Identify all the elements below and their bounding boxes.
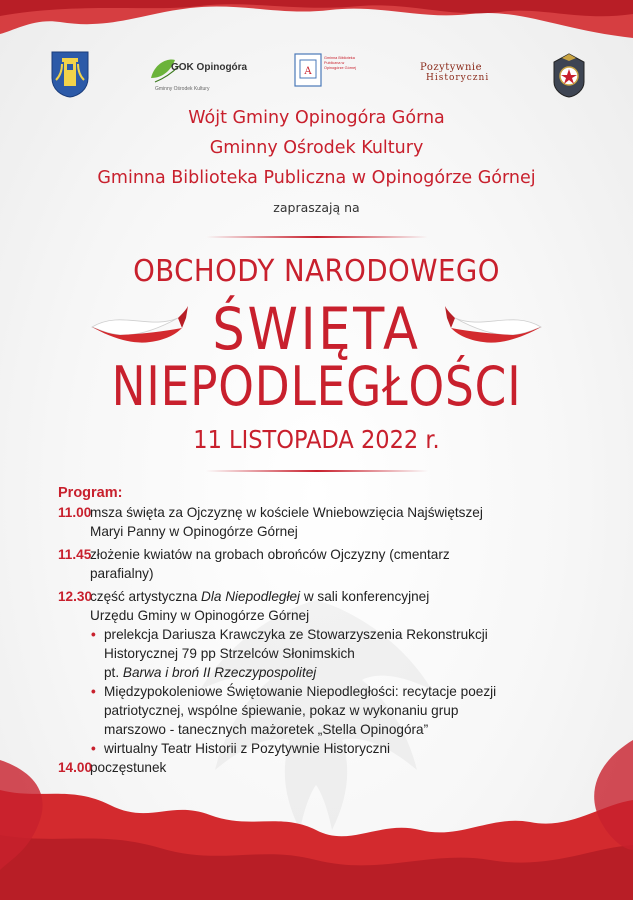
program-line: złożenie kwiatów na grobach obrońców Ojczyzny (cmentarz bbox=[90, 547, 450, 562]
program-bullet bbox=[58, 625, 598, 682]
program-text bbox=[90, 587, 598, 625]
svg-text:A: A bbox=[304, 66, 312, 77]
program-line: poczęstunek bbox=[90, 760, 167, 775]
title-line-3: NIEPODLEGŁOŚCI bbox=[111, 355, 522, 418]
logos-row bbox=[0, 48, 633, 108]
program-italic-title: Dla Niepodległej bbox=[201, 589, 301, 604]
bullet-line: pt. bbox=[104, 665, 123, 680]
program-line: w sali konferencyjnej bbox=[300, 589, 430, 604]
title-line-1: OBCHODY NARODOWEGO bbox=[133, 254, 500, 289]
gok-logo bbox=[145, 52, 248, 98]
organizer-wojt: Wójt Gminy Opinogóra Górna bbox=[188, 108, 445, 128]
program-item bbox=[58, 545, 598, 583]
pozytywnie-line1: Pozytywnie bbox=[420, 62, 483, 73]
program-text bbox=[90, 503, 598, 541]
library-logo bbox=[294, 52, 364, 96]
program-heading: Program: bbox=[58, 485, 123, 501]
bullet-line: wirtualny Teatr Historii z Pozytywnie Historyczni bbox=[104, 741, 391, 756]
program-text bbox=[90, 545, 598, 583]
title-line-2: ŚWIĘTA bbox=[212, 295, 421, 363]
program-text bbox=[90, 758, 598, 777]
program-line: Urzędu Gminy w Opinogórze Górnej bbox=[90, 608, 310, 623]
program-item bbox=[58, 503, 598, 541]
bullet-italic-title: Barwa i broń II Rzeczypospolitej bbox=[122, 665, 317, 680]
bullet-line: patriotycznej, wspólne śpiewanie, pokaz w wykonaniu grup bbox=[104, 703, 459, 718]
organizer-gok: Gminny Ośrodek Kultury bbox=[209, 138, 424, 158]
program-item bbox=[58, 758, 598, 777]
invite-text: zapraszają na bbox=[273, 200, 360, 215]
bullet-line: prelekcja Dariusza Krawczyka ze Stowarzyszenia Rekonstrukcji bbox=[104, 627, 488, 642]
program-time: 11.45 bbox=[58, 547, 92, 562]
library-book-icon bbox=[294, 52, 322, 88]
pozytywnie-line2: Historyczni bbox=[426, 73, 490, 83]
program-bullet bbox=[58, 739, 598, 758]
coat-of-arms-logo bbox=[50, 50, 90, 98]
program-bullet bbox=[58, 682, 598, 739]
bullet-line: marszowo - tanecznych mażoretek „Stella Opinogóra” bbox=[104, 722, 429, 737]
event-date: 11 LISTOPADA 2022 r. bbox=[193, 425, 440, 454]
pozytywnie-logo bbox=[420, 62, 504, 92]
gok-name: GOK Opinogóra bbox=[171, 62, 248, 73]
bullet-dot: • bbox=[91, 684, 96, 699]
program-line: parafialny) bbox=[90, 566, 154, 581]
program bbox=[58, 484, 598, 777]
program-item bbox=[58, 587, 598, 625]
library-logo-text: Gminna Biblioteka Publiczna w Opinogórze Górnej bbox=[324, 56, 357, 70]
bullet-dot: • bbox=[91, 627, 96, 642]
bullet-dot: • bbox=[91, 741, 96, 756]
military-badge-logo bbox=[550, 52, 588, 98]
program-time: 11.00 bbox=[58, 505, 92, 520]
gok-subtitle: Gminny Ośrodek Kultury bbox=[155, 86, 210, 92]
bottom-divider bbox=[206, 470, 428, 472]
program-line: część artystyczna bbox=[90, 589, 202, 604]
bullet-line: Międzypokoleniowe Świętowanie Niepodległości: recytacje poezji bbox=[104, 684, 497, 699]
top-divider bbox=[206, 236, 428, 238]
organizer-library: Gminna Biblioteka Publiczna w Opinogórze Górnej bbox=[97, 168, 536, 188]
bullet-line: Historycznej 79 pp Strzelców Słonimskich bbox=[104, 646, 355, 661]
program-time: 12.30 bbox=[58, 589, 93, 604]
program-time: 14.00 bbox=[58, 760, 93, 775]
program-line: Maryi Panny w Opinogórze Górnej bbox=[90, 524, 298, 539]
program-line: msza święta za Ojczyznę w kościele Wniebowzięcia Najświętszej bbox=[90, 505, 483, 520]
